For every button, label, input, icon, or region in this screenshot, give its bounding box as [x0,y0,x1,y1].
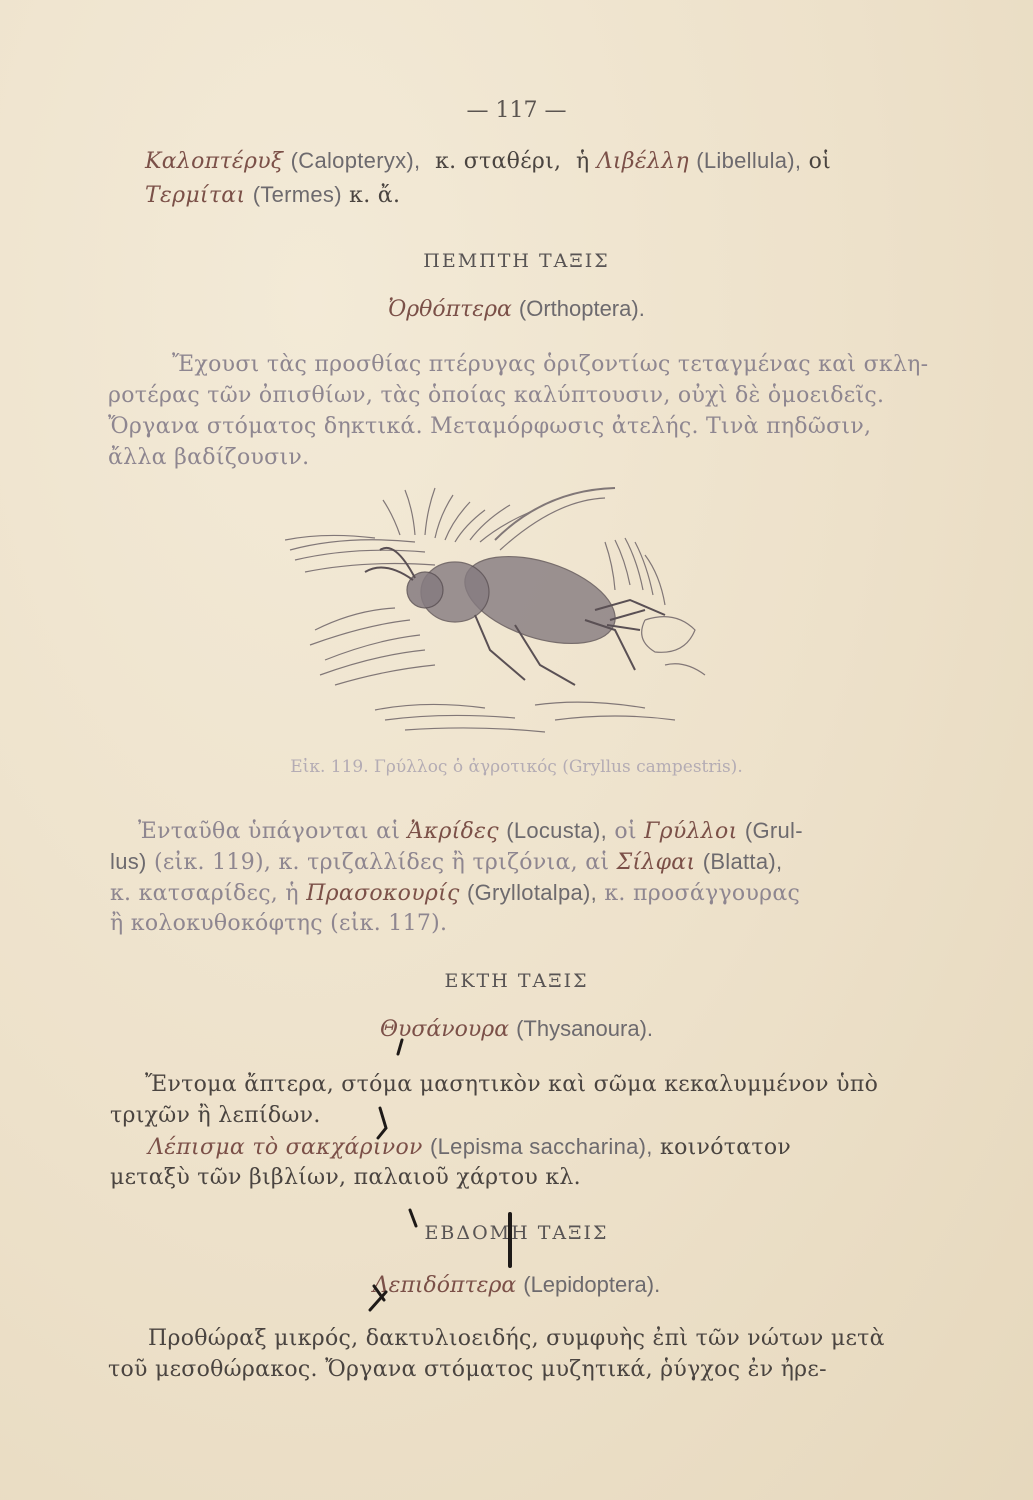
body-line: Ἔχουσι τὰς προσθίας πτέρυγας ὁριζοντίως τεταγμένας καὶ σκλη- [172,352,929,377]
order-name-greek: Θυσάνουρα [379,1017,510,1042]
genus-name: Γρύλλοι [644,819,738,844]
body-line: Ἔντομα ἄπτερα, στόμα μασητικὸν καὶ σῶμα κεκαλυμμένον ὑπὸ [145,1072,879,1097]
common-name: κ. σταθέρι, [435,149,562,174]
text-run: Ἐνταῦθα ὑπάγονται αἱ [138,819,401,844]
body-line: Ὄργανα στόματος δηκτικά. Μεταμόρφωσις ἀτελής. Τινὰ πηδῶσιν, [108,414,872,439]
latin-name: (Grul- [744,818,803,843]
latin-name: (Gryllotalpa), [466,880,598,905]
figure-caption: Εἰκ. 119. Γρύλλος ὁ ἀγροτικός (Gryllus campestris). [290,757,743,777]
genus-name: Πρασοκουρίς [306,881,460,906]
intro-line-1 [145,148,831,174]
pen-marks [360,1030,660,1330]
order-name-greek: Λεπιδόπτερα [372,1273,517,1298]
order-name-latin: (Thysanoura). [516,1016,654,1041]
article: οἱ [808,149,832,174]
genus-name: Λιβέλλη [596,149,689,174]
section-heading-class-5: ΠΕΜΠΤΗ ΤΑΞΙΣ [423,250,610,272]
latin-name: (Locusta), [506,818,608,843]
text-run: κ. κατσαρίδες, ἡ [110,881,299,906]
genus-name: Ἀκρίδες [407,819,499,844]
body-line: μεταξὺ τῶν βιβλίων, παλαιοῦ χάρτου κλ. [110,1165,581,1190]
order-title-orthoptera [0,296,1033,322]
latin-name: lus) [110,849,147,874]
body-line [110,880,800,906]
genus-name: Τερμίται [145,183,246,208]
cricket-engraving-illustration [285,480,715,750]
latin-name: (Libellula), [696,148,802,173]
text-run: κοινότατον [660,1135,792,1160]
order-name-latin: (Orthoptera). [518,296,645,321]
article: ἡ [575,149,590,174]
species-name: Λέπισμα τὸ σακχάρινον [148,1135,423,1160]
latin-name: (Termes) [252,182,342,207]
latin-name: (Lepisma saccharina), [430,1134,653,1159]
latin-name: (Calopteryx), [290,148,421,173]
article: οἱ [614,819,637,844]
intro-line-2 [145,182,400,208]
body-line: τριχῶν ἢ λεπίδων. [110,1103,321,1128]
section-heading-class-7: ΕΒΔΟΜΗ ΤΑΞΙΣ [424,1222,609,1244]
genus-name: Καλοπτέρυξ [145,149,284,174]
body-line: τοῦ μεσοθώρακος. Ὄργανα στόματος μυζητικά, ῥύγχος ἐν ἠρε- [108,1357,827,1382]
section-heading-class-6: ΕΚΤΗ ΤΑΞΙΣ [444,970,589,992]
body-line: ροτέρας τῶν ὀπισθίων, τὰς ὁποίας καλύπτουσιν, οὐχὶ δὲ ὁμοειδεῖς. [108,383,885,408]
body-line [138,818,803,844]
text-run: (εἰκ. 119), κ. τριζαλλίδες ἢ τριζόνια, αἱ [153,850,610,875]
body-line [110,849,782,875]
body-line: Προθώραξ μικρός, δακτυλιοειδής, συμφυὴς ἐπὶ τῶν νώτων μετὰ [148,1326,885,1351]
order-name-latin: (Lepidoptera). [523,1272,661,1297]
abbreviation: κ. ἄ. [349,183,401,208]
text-run: κ. προσάγγουρας [604,881,801,906]
latin-name: (Blatta), [702,849,783,874]
order-name-greek: Ὀρθόπτερα [388,297,512,322]
body-line: ἢ κολοκυθοκόφτης (εἰκ. 117). [110,911,448,936]
body-line: ἄλλα βαδίζουσιν. [108,445,310,470]
genus-name: Σίλφαι [616,850,696,875]
page-number: — 117 — [466,98,567,123]
